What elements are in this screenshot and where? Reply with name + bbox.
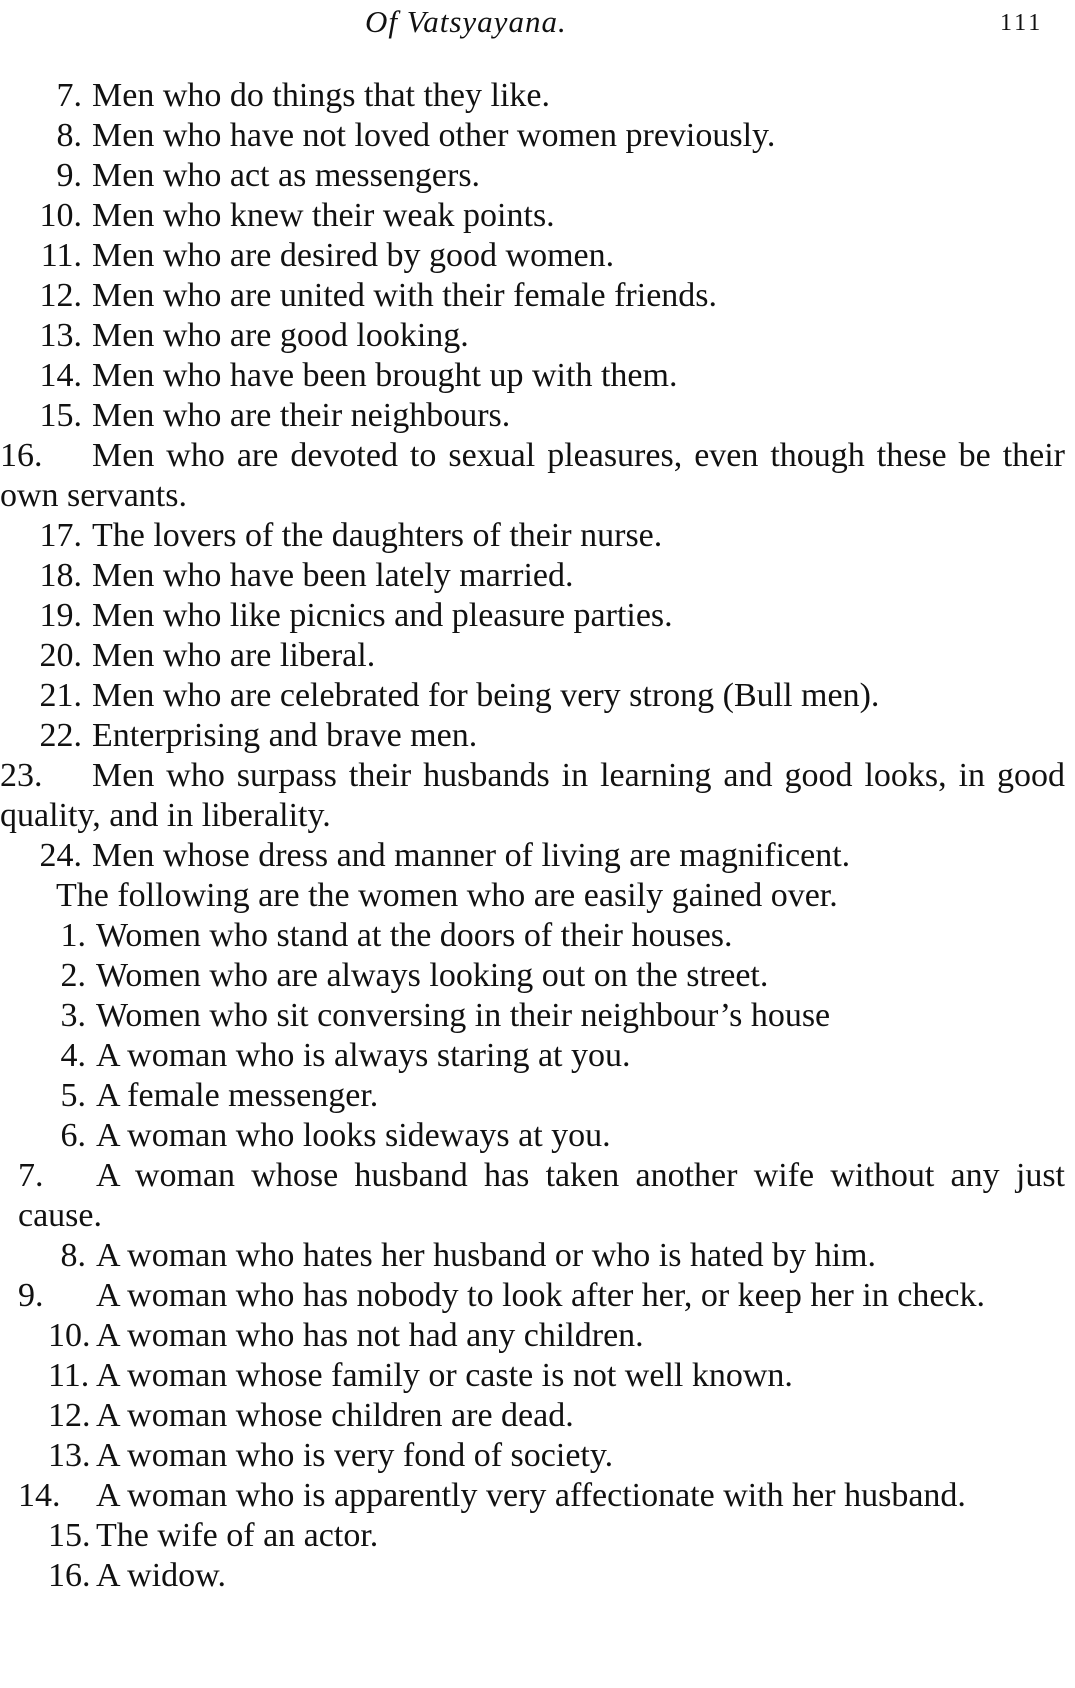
- item-number: 6.: [60, 1117, 86, 1154]
- item-number: 8.: [56, 117, 82, 154]
- item-text: Men who are liberal.: [92, 637, 376, 674]
- item-number: 14.: [39, 357, 82, 394]
- item-number: 4.: [60, 1037, 86, 1074]
- list-item: [0, 316, 1075, 356]
- item-text: A female messenger.: [96, 1077, 379, 1114]
- list-item: [0, 436, 1075, 516]
- list-item: [0, 1076, 1075, 1116]
- list-item: [0, 1516, 1075, 1556]
- item-text: Men who act as messengers.: [92, 157, 481, 194]
- item-number: 23.: [0, 757, 43, 794]
- item-text: Men who have not loved other women previously.: [92, 117, 776, 154]
- list-item: [0, 156, 1075, 196]
- item-text: Men who surpass their husbands in learning and good looks, in good quality, and in liberality.: [0, 757, 1065, 834]
- item-text: Men who are good looking.: [92, 317, 469, 354]
- women-list: [0, 916, 1075, 1596]
- item-number: 17.: [39, 517, 82, 554]
- item-number: 16.: [48, 1557, 91, 1594]
- list-item: [0, 196, 1075, 236]
- item-number: 5.: [60, 1077, 86, 1114]
- item-text: A woman whose children are dead.: [96, 1397, 574, 1434]
- item-number: 11.: [48, 1357, 90, 1394]
- list-item: [0, 1316, 1075, 1356]
- item-text: The lovers of the daughters of their nurse.: [92, 517, 663, 554]
- list-item: [0, 956, 1075, 996]
- list-item: [0, 836, 1075, 876]
- item-number: 3.: [60, 997, 86, 1034]
- item-number: 19.: [39, 597, 82, 634]
- list-item: [0, 236, 1075, 276]
- page-body: [0, 76, 1075, 1596]
- item-number: 15.: [48, 1517, 91, 1554]
- running-title: Of Vatsyayana.: [365, 4, 567, 39]
- list-item: [0, 116, 1075, 156]
- item-number: 9.: [56, 157, 82, 194]
- item-text: Women who sit conversing in their neighbour’s house: [96, 997, 831, 1034]
- item-text: Men who do things that they like.: [92, 77, 551, 114]
- list-item: [0, 516, 1075, 556]
- item-number: 22.: [39, 717, 82, 754]
- item-text: A woman who is always staring at you.: [96, 1037, 631, 1074]
- item-text: Men whose dress and manner of living are magnificent.: [92, 837, 851, 874]
- women-intro: The following are the women who are easily gained over.: [56, 877, 838, 914]
- item-number: 13.: [39, 317, 82, 354]
- item-text: A woman who hates her husband or who is hated by him.: [96, 1237, 876, 1274]
- item-number: 10.: [39, 197, 82, 234]
- item-number: 16.: [0, 437, 43, 474]
- item-text: A woman who is very fond of society.: [96, 1437, 614, 1474]
- item-number: 7.: [18, 1157, 44, 1194]
- running-head: [0, 4, 1075, 48]
- item-text: Men who like picnics and pleasure parties.: [92, 597, 673, 634]
- list-item: [0, 1276, 1075, 1316]
- item-text: Men who are their neighbours.: [92, 397, 511, 434]
- list-item: [0, 996, 1075, 1036]
- item-text: Men who are united with their female friends.: [92, 277, 718, 314]
- item-number: 21.: [39, 677, 82, 714]
- page-number: 111: [1000, 10, 1044, 36]
- list-item: [0, 636, 1075, 676]
- list-item: [0, 1156, 1075, 1236]
- item-number: 14.: [18, 1477, 61, 1514]
- list-item: [0, 1356, 1075, 1396]
- item-number: 12.: [39, 277, 82, 314]
- item-text: Women who are always looking out on the street.: [96, 957, 769, 994]
- item-text: Women who stand at the doors of their houses.: [96, 917, 733, 954]
- item-text: A woman who is apparently very affectionate with her husband.: [96, 1477, 966, 1514]
- item-text: A woman whose family or caste is not well known.: [96, 1357, 793, 1394]
- item-number: 18.: [39, 557, 82, 594]
- item-number: 10.: [48, 1317, 91, 1354]
- item-text: The wife of an actor.: [96, 1517, 379, 1554]
- item-text: A woman whose husband has taken another wife without any just cause.: [18, 1157, 1065, 1234]
- list-item: [0, 276, 1075, 316]
- item-text: A woman who looks sideways at you.: [96, 1117, 611, 1154]
- list-item: [0, 356, 1075, 396]
- item-text: Enterprising and brave men.: [92, 717, 478, 754]
- item-number: 2.: [60, 957, 86, 994]
- item-number: 1.: [60, 917, 86, 954]
- list-item: [0, 916, 1075, 956]
- men-list: [0, 76, 1075, 876]
- item-text: Men who are desired by good women.: [92, 237, 615, 274]
- list-item: [0, 1556, 1075, 1596]
- item-text: Men who are celebrated for being very strong (Bull men).: [92, 677, 880, 714]
- item-number: 7.: [56, 77, 82, 114]
- list-item: [0, 676, 1075, 716]
- item-number: 12.: [48, 1397, 91, 1434]
- item-number: 9.: [18, 1277, 44, 1314]
- item-number: 15.: [39, 397, 82, 434]
- item-text: A woman who has not had any children.: [96, 1317, 644, 1354]
- list-item: [0, 76, 1075, 116]
- item-number: 11.: [40, 237, 82, 274]
- list-item: [0, 756, 1075, 836]
- item-number: 8.: [60, 1237, 86, 1274]
- item-number: 20.: [39, 637, 82, 674]
- item-text: A widow.: [96, 1557, 227, 1594]
- list-item: [0, 1396, 1075, 1436]
- list-item: [0, 1116, 1075, 1156]
- list-item: [0, 716, 1075, 756]
- item-text: Men who knew their weak points.: [92, 197, 555, 234]
- item-number: 24.: [39, 837, 82, 874]
- list-item: [0, 1436, 1075, 1476]
- list-item: [0, 556, 1075, 596]
- item-text: Men who have been lately married.: [92, 557, 574, 594]
- item-text: Men who are devoted to sexual pleasures, even though these be their own servants.: [0, 437, 1065, 514]
- item-text: A woman who has nobody to look after her, or keep her in check.: [96, 1277, 985, 1314]
- list-item: [0, 1236, 1075, 1276]
- list-item: [0, 596, 1075, 636]
- item-number: 13.: [48, 1437, 91, 1474]
- list-item: [0, 396, 1075, 436]
- item-text: Men who have been brought up with them.: [92, 357, 678, 394]
- list-item: [0, 1476, 1075, 1516]
- list-item: [0, 1036, 1075, 1076]
